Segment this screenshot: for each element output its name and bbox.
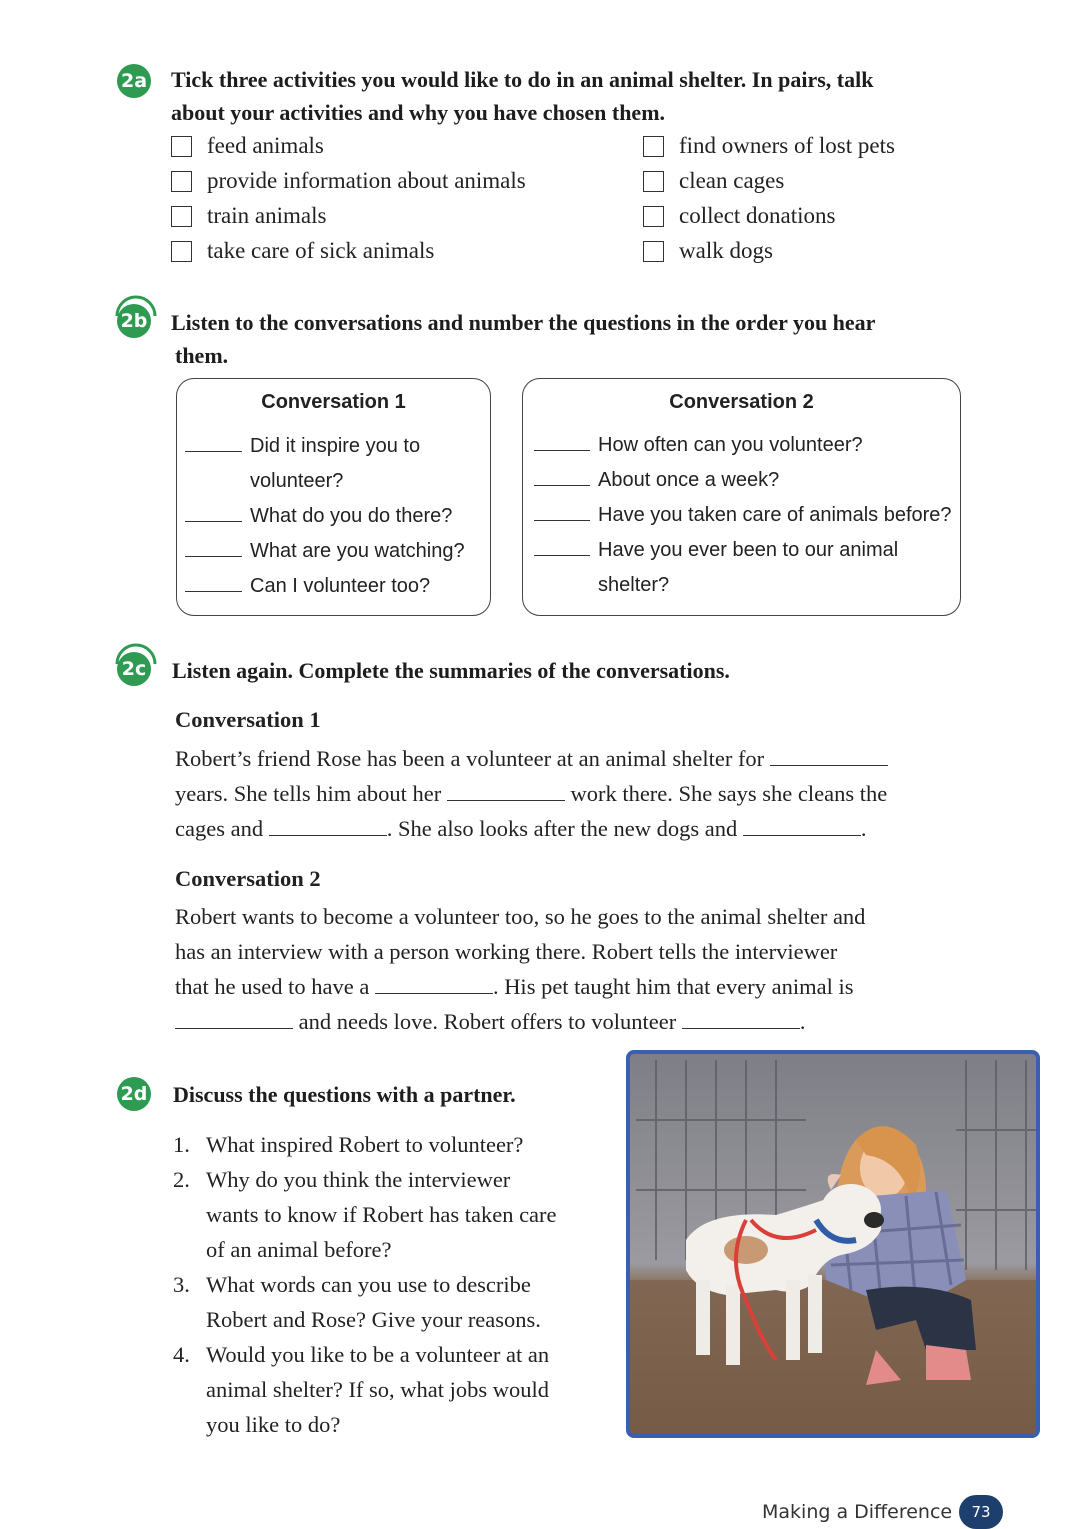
summary-text: . His pet taught him that every animal is: [492, 974, 854, 999]
question-text: What do you do there?: [250, 505, 453, 527]
question-number: 2.: [173, 1167, 190, 1192]
question-line: wants to know if Robert has taken care: [206, 1202, 557, 1227]
summary-heading: Conversation 2: [175, 866, 321, 891]
checkbox[interactable]: [643, 136, 664, 157]
checkbox-item[interactable]: [643, 203, 836, 229]
fill-in-blank[interactable]: [682, 1008, 800, 1029]
checkbox-item[interactable]: [643, 238, 773, 264]
answer-blank[interactable]: [185, 429, 242, 452]
shelter-photo: [626, 1050, 1040, 1438]
conversation-2-box: [522, 378, 961, 616]
answer-blank[interactable]: [534, 428, 590, 451]
question-row: [185, 429, 420, 464]
checkbox-item[interactable]: [171, 168, 526, 194]
conversation-1-box: [176, 378, 491, 616]
checkbox-label: find owners of lost pets: [679, 133, 895, 158]
summary-line: [175, 776, 960, 811]
checkbox-label: walk dogs: [679, 238, 773, 263]
question-row: [185, 499, 452, 534]
question-body: [206, 1267, 611, 1337]
summary-text: has an interview with a person working there. Robert tells the interviewer: [175, 939, 838, 964]
question-row: [534, 463, 779, 498]
question-row: [185, 534, 465, 569]
question-text: Have you taken care of animals before?: [598, 504, 952, 526]
unit-title: Making a Difference: [762, 1501, 953, 1523]
summary-text: .: [860, 816, 867, 841]
section-2c-instruction: Listen again. Complete the summaries of the conversations.: [172, 658, 730, 683]
summary-text: and needs love. Robert offers to volunteer: [298, 1009, 677, 1034]
summary-conversation-1: [175, 741, 960, 846]
question-text: How often can you volunteer?: [598, 434, 863, 456]
question-number: 3.: [173, 1272, 190, 1297]
answer-blank[interactable]: [185, 569, 242, 592]
checkbox[interactable]: [643, 206, 664, 227]
summary-line: [175, 934, 960, 969]
summary-line: [175, 969, 960, 1004]
checkbox-label: clean cages: [679, 168, 785, 193]
fill-in-blank[interactable]: [175, 1008, 293, 1029]
instruction-line: them.: [175, 343, 229, 368]
checkbox[interactable]: [171, 136, 192, 157]
question-row: [534, 533, 898, 568]
question-line: What words can you use to describe: [206, 1272, 531, 1297]
question-row: [185, 569, 430, 604]
summary-text: Robert wants to become a volunteer too, so he goes to the animal shelter and: [175, 904, 866, 929]
answer-blank[interactable]: [185, 534, 242, 557]
question-text: Did it inspire you to: [250, 435, 421, 457]
question-row: [534, 498, 952, 533]
summary-line: [175, 811, 960, 846]
answer-blank[interactable]: [534, 533, 590, 556]
question-line: animal shelter? If so, what jobs would: [206, 1377, 550, 1402]
checkbox-item[interactable]: [643, 168, 784, 194]
question-line: Would you like to be a volunteer at an: [206, 1342, 550, 1367]
checkbox-label: provide information about animals: [207, 168, 526, 193]
checkbox-label: feed animals: [207, 133, 324, 158]
question-row: [534, 428, 863, 463]
answer-blank[interactable]: [185, 499, 242, 522]
summary-line: [175, 741, 960, 776]
answer-blank[interactable]: [534, 498, 590, 521]
instruction-line: Tick three activities you would like to do in an animal shelter. In pairs, talk: [171, 67, 874, 92]
section-2d-instruction: Discuss the questions with a partner.: [173, 1082, 516, 1107]
page-number: 73: [959, 1495, 1003, 1529]
summary-text: .: [799, 1009, 806, 1034]
checkbox[interactable]: [643, 241, 664, 262]
section-badge-2b[interactable]: 2b: [117, 304, 151, 338]
question-number: 4.: [173, 1342, 190, 1367]
summary-text: Robert’s friend Rose has been a volunteer at an animal shelter for: [175, 746, 765, 771]
checkbox[interactable]: [171, 241, 192, 262]
question-line: Robert and Rose? Give your reasons.: [206, 1307, 541, 1332]
section-badge-2d: 2d: [117, 1077, 151, 1111]
section-badge-2c[interactable]: 2c: [117, 652, 151, 686]
section-badge-2a: 2a: [117, 64, 151, 98]
section-2b-instruction: [171, 306, 991, 372]
checkbox-label: collect donations: [679, 203, 836, 228]
checkbox[interactable]: [171, 171, 192, 192]
fill-in-blank[interactable]: [447, 780, 565, 801]
question-text: About once a week?: [598, 469, 780, 491]
question-text: Have you ever been to our animal: [598, 539, 899, 561]
instruction-line: Listen to the conversations and number the questions in the order you hear: [171, 310, 876, 335]
answer-blank[interactable]: [534, 463, 590, 486]
checkbox[interactable]: [643, 171, 664, 192]
summary-line: [175, 1004, 960, 1039]
question-text: shelter?: [598, 574, 670, 596]
summary-text: work there. She says she cleans the: [570, 781, 888, 806]
checkbox[interactable]: [171, 206, 192, 227]
section-2a-instruction: [171, 63, 991, 129]
fill-in-blank[interactable]: [269, 815, 387, 836]
question-continuation: [250, 464, 343, 499]
instruction-line: about your activities and why you have chosen them.: [171, 100, 666, 125]
question-text: Can I volunteer too?: [250, 575, 431, 597]
checkbox-item[interactable]: [171, 203, 326, 229]
question-line: Why do you think the interviewer: [206, 1167, 511, 1192]
question-text: volunteer?: [250, 470, 344, 492]
checkbox-item[interactable]: [171, 238, 434, 264]
question-body: [206, 1337, 611, 1442]
conversation-title: Conversation 1: [261, 391, 406, 413]
fill-in-blank[interactable]: [743, 815, 861, 836]
conversation-title: Conversation 2: [669, 391, 814, 413]
summary-heading: Conversation 1: [175, 707, 321, 732]
question-line: of an animal before?: [206, 1237, 392, 1262]
question-line: you like to do?: [206, 1412, 341, 1437]
summary-text: that he used to have a: [175, 974, 370, 999]
summary-text: . She also looks after the new dogs and: [386, 816, 738, 841]
question-body: [206, 1162, 611, 1267]
question-body: [206, 1127, 611, 1162]
question-continuation: [598, 568, 669, 603]
summary-text: years. She tells him about her: [175, 781, 442, 806]
checkbox-item[interactable]: [171, 133, 324, 159]
summary-text: cages and: [175, 816, 264, 841]
fill-in-blank[interactable]: [375, 973, 493, 994]
question-text: What are you watching?: [250, 540, 465, 562]
checkbox-label: train animals: [207, 203, 327, 228]
question-number: 1.: [173, 1132, 190, 1157]
question-line: What inspired Robert to volunteer?: [206, 1132, 524, 1157]
summary-line: [175, 899, 960, 934]
checkbox-label: take care of sick animals: [207, 238, 435, 263]
fill-in-blank[interactable]: [770, 745, 888, 766]
summary-conversation-2: [175, 899, 960, 1039]
checkbox-item[interactable]: [643, 133, 895, 159]
